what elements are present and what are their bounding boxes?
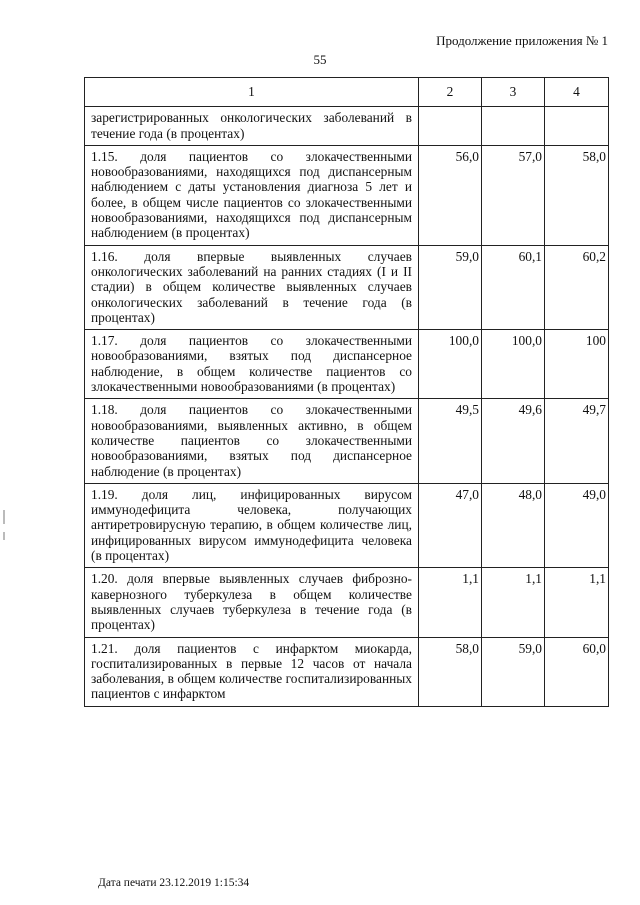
table-row <box>85 245 609 329</box>
table-row <box>85 145 609 245</box>
value-col-3 <box>482 107 545 146</box>
value-col-3: 49,6 <box>482 399 545 483</box>
indicator-text: 1.21. доля пациентов с инфарктом миокарда, госпитализированных в первые 12 часов от начала заболевания, в общем количестве госпитализированных пациентов с инфарктом <box>85 637 419 706</box>
value-col-4: 49,7 <box>545 399 609 483</box>
value-col-2: 56,0 <box>419 145 482 245</box>
column-header: 4 <box>545 78 609 107</box>
value-col-4: 49,0 <box>545 483 609 567</box>
column-header: 2 <box>419 78 482 107</box>
indicator-text: 1.20. доля впервые выявленных случаев фиброзно-кавернозного туберкулеза в общем количестве выявленных случаев туберкулеза в течение года (в процентах) <box>85 568 419 637</box>
table-row <box>85 637 609 706</box>
table-header-row <box>85 78 609 107</box>
column-header: 1 <box>85 78 419 107</box>
page-number: 55 <box>313 52 327 67</box>
print-date: Дата печати 23.12.2019 1:15:34 <box>98 877 250 889</box>
value-col-3: 59,0 <box>482 637 545 706</box>
margin-mark <box>3 510 5 524</box>
indicator-text: 1.16. доля впервые выявленных случаев онкологических заболеваний на ранних стадиях (I и II стадии) в общем количестве выявленных случаев онкологических заболеваний в течение года (в процентах) <box>85 245 419 329</box>
continuation-label: Продолжение приложения № 1 <box>436 33 608 48</box>
value-col-2: 47,0 <box>419 483 482 567</box>
indicator-text: 1.18. доля пациентов со злокачественными новообразованиями, выявленных активно, в общем количестве пациентов со злокачественными новообразованиями, взятых под диспансерное наблюдение (в процентах) <box>85 399 419 483</box>
indicator-text: 1.15. доля пациентов со злокачественными новообразованиями, находящихся под диспансерным наблюдением с даты установления диагноза 5 лет и более, в общем числе пациентов со злокачественными новообразованиями, находящихся под диспансерным наблюдением (в процентах) <box>85 145 419 245</box>
table-row <box>85 330 609 399</box>
value-col-2: 49,5 <box>419 399 482 483</box>
table-row <box>85 483 609 567</box>
value-col-2 <box>419 107 482 146</box>
value-col-4: 100 <box>545 330 609 399</box>
value-col-3: 48,0 <box>482 483 545 567</box>
value-col-2: 59,0 <box>419 245 482 329</box>
table-row <box>85 399 609 483</box>
table-row <box>85 107 609 146</box>
value-col-2: 1,1 <box>419 568 482 637</box>
value-col-4 <box>545 107 609 146</box>
value-col-3: 57,0 <box>482 145 545 245</box>
value-col-3: 60,1 <box>482 245 545 329</box>
indicator-table <box>84 77 609 707</box>
value-col-4: 60,0 <box>545 637 609 706</box>
column-header: 3 <box>482 78 545 107</box>
value-col-4: 58,0 <box>545 145 609 245</box>
value-col-3: 100,0 <box>482 330 545 399</box>
indicator-text: 1.19. доля лиц, инфицированных вирусом иммунодефицита человека, получающих антиретровирусную терапию, в общем количестве лиц, инфицированных вирусом иммунодефицита человека (в процентах) <box>85 483 419 567</box>
value-col-4: 60,2 <box>545 245 609 329</box>
indicator-text: 1.17. доля пациентов со злокачественными новообразованиями, взятых под диспансерное наблюдение, в общем количестве пациентов со злокачественными новообразованиями (в процентах) <box>85 330 419 399</box>
value-col-3: 1,1 <box>482 568 545 637</box>
indicator-text: зарегистрированных онкологических заболеваний в течение года (в процентах) <box>85 107 419 146</box>
value-col-4: 1,1 <box>545 568 609 637</box>
margin-mark <box>3 532 5 540</box>
value-col-2: 100,0 <box>419 330 482 399</box>
table-row <box>85 568 609 637</box>
value-col-2: 58,0 <box>419 637 482 706</box>
